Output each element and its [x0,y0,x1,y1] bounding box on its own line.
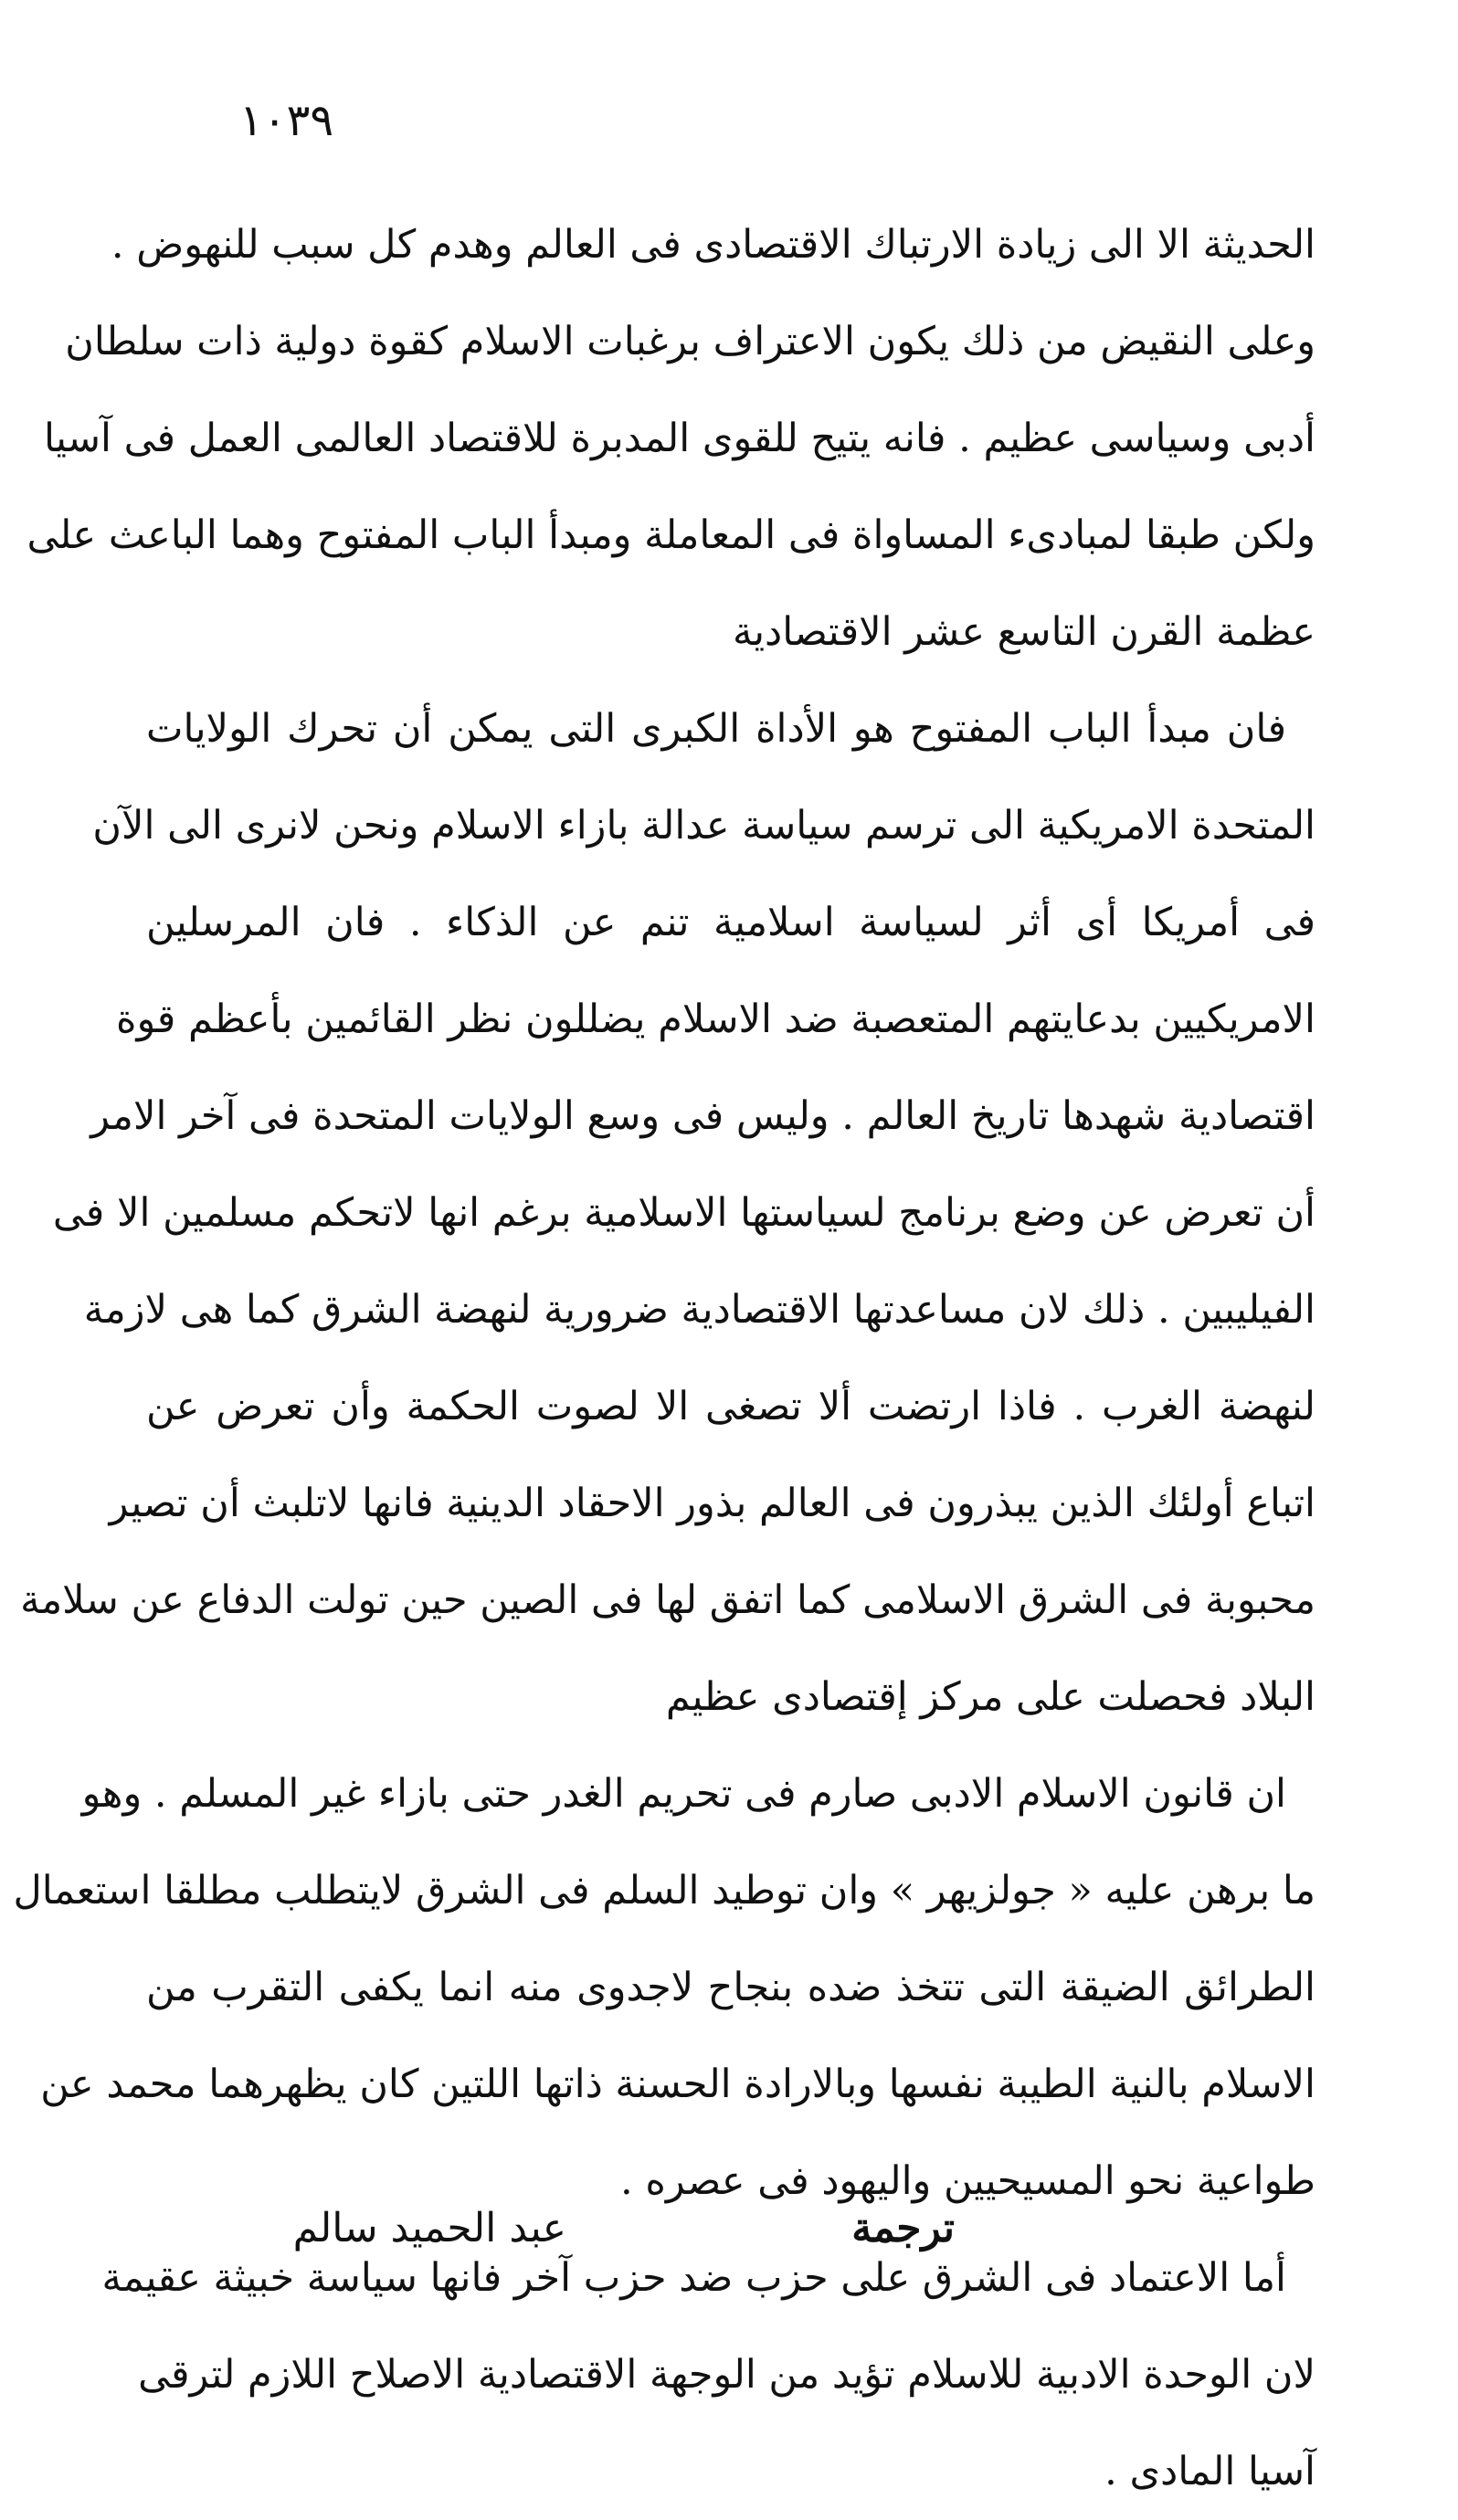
translation-label: ترجمة [851,2205,955,2251]
text-line: أن تعرض عن وضع برنامج لسياستها الاسلامية برغم انها لاتحكم مسلمين الا فى [52,1190,1315,1236]
article-body [13,196,1315,2520]
text-line: لان الوحدة الادبية للاسلام تؤيد من الوجهة الاقتصادية الاصلاح اللازم لترقى [138,2352,1315,2398]
paragraph-1 [26,196,1315,680]
text-line: الاسلام بالنية الطيبة نفسها وبالارادة الحسنة ذاتها اللتين كان يظهرهما محمد عن [40,2061,1315,2107]
text-line: طواعية نحو المسيحيين واليهود فى عصره . [620,2158,1315,2204]
text-line: البلاد فحصلت على مركز إقتصادى عظيم [665,1674,1315,1720]
text-line: الطرائق الضيقة التى تتخذ ضده بنجاح لاجدوى منه انما يكفى التقرب من [146,1965,1315,2010]
translator-signature [146,2192,1315,2265]
page-number: ١٠٣٩ [239,95,334,146]
text-line: لنهضة الغرب . فاذا ارتضت ألا تصغى الا لصوت الحكمة وأن تعرض عن [146,1384,1315,1429]
text-line: أما الاعتماد فى الشرق على حزب ضد حزب آخر فانها سياسة خبيثة عقيمة [101,2255,1286,2301]
paragraph-4 [101,2230,1315,2520]
text-line: فان مبدأ الباب المفتوح هو الأداة الكبرى التى يمكن أن تحرك الولايات [146,706,1286,752]
text-line: الامريكيين بدعايتهم المتعصبة ضد الاسلام يضللون نظر القائمين بأعظم قوة [116,996,1315,1042]
text-line: آسيا المادى . [1104,2449,1315,2494]
text-line: ان قانون الاسلام الادبى صارم فى تحريم الغدر حتى بازاء غير المسلم . وهو [81,1771,1286,1817]
text-line: اقتصادية شهدها تاريخ العالم . وليس فى وسع الولايات المتحدة فى آخر الامر [90,1093,1315,1139]
text-line: وعلى النقيض من ذلك يكون الاعتراف برغبات الاسلام كقوة دولية ذات سلطان [65,319,1315,364]
translator-name: عبد الحميد سالم [292,2205,566,2251]
paragraph-3 [13,1745,1315,2230]
text-line: ما برهن عليه « جولزيهر » وان توطيد السلم فى الشرق لايتطلب مطلقا استعمال [13,1868,1315,1914]
text-line: اتباع أولئك الذين يبذرون فى العالم بذور الاحقاد الدينية فانها لاتلبث أن تصير [109,1481,1315,1526]
text-line: الفيليبين . ذلك لان مساعدتها الاقتصادية ضرورية لنهضة الشرق كما هى لازمة [83,1287,1315,1333]
text-line: محبوبة فى الشرق الاسلامى كما اتفق لها فى الصين حين تولت الدفاع عن سلامة [20,1577,1315,1623]
paragraph-2 [20,680,1315,1745]
text-line: الحديثة الا الى زيادة الارتباك الاقتصادى فى العالم وهدم كل سبب للنهوض . [111,222,1315,268]
text-line: عظمة القرن التاسع عشر الاقتصادية [733,609,1315,655]
text-line: ولكن طبقا لمبادىء المساواة فى المعاملة ومبدأ الباب المفتوح وهما الباعث على [26,512,1315,558]
text-line: أدبى وسياسى عظيم . فانه يتيح للقوى المدبرة للاقتصاد العالمى العمل فى آسيا [43,416,1315,461]
text-line: فى أمريكا أى أثر لسياسة اسلامية تنم عن الذكاء . فان المرسلين [146,900,1315,945]
text-line: المتحدة الامريكية الى ترسم سياسة عدالة بازاء الاسلام ونحن لانرى الى الآن [92,803,1315,849]
